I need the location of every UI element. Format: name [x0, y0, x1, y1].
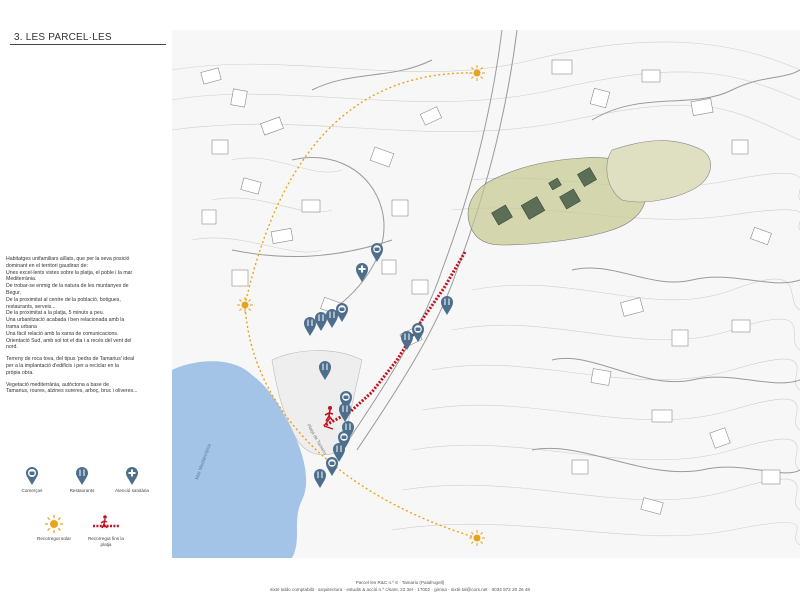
sun-icon — [44, 514, 64, 534]
sun-south — [237, 297, 253, 313]
pin-restaurant — [315, 312, 327, 331]
pin-restaurant — [314, 469, 326, 488]
legend-item-sun-path — [32, 514, 76, 542]
medical-cross-icon — [125, 466, 139, 486]
description-line: restaurants, serveis... — [6, 303, 56, 310]
description-paragraph-1 — [6, 256, 164, 351]
description-line: Tamarius, roures, alzines sureres, arboç, bruc i oliveres... — [6, 388, 138, 395]
description-line: per a la implantació d'edificis i per a reciclar en la — [6, 362, 119, 369]
description-paragraph-2 — [6, 356, 164, 376]
title-divider — [10, 44, 166, 45]
site-map — [172, 30, 800, 558]
pin-shop — [371, 243, 383, 262]
restaurant-icon — [75, 466, 89, 486]
description-line: De la proximitat al centre de la població, botigues, — [6, 296, 121, 303]
legend-label: Comerços — [21, 488, 43, 493]
legend-item-medical — [110, 466, 154, 494]
pin-restaurant — [441, 296, 453, 315]
description-line: pròpia obra. — [6, 369, 34, 376]
sun-east — [469, 65, 485, 81]
footer-line-2: sixtè taldo comptabilit · arquitectura · estudis & acció n.º c/sant, 22 3er · 17002 · girona · sixtè.tal@cors.net · 0034 972 20 26 48 — [270, 587, 530, 592]
pin-shop — [336, 303, 348, 322]
description-line: Begur. — [6, 289, 21, 296]
description-line: Una urbanització acabada i ben relacionada amb la — [6, 317, 125, 324]
pin-shop — [326, 457, 338, 476]
description-line: Vegetació mediterrània, autòctona a base de — [6, 381, 109, 388]
legend-item-shops — [10, 466, 54, 494]
description-line: Orientació Sud, amb sol tot el dia i a recés del vent del — [6, 337, 132, 344]
pin-restaurant — [401, 331, 413, 350]
description — [6, 256, 164, 400]
walking-person-icon — [91, 514, 121, 534]
map-drawing — [172, 30, 800, 558]
pin-restaurant — [304, 317, 316, 336]
description-line: De trobar-se enmig de la natura de les muntanyes de — [6, 283, 129, 290]
footer-line-1: Parcel·les R&C n.º 6 · Tamariu (Palafrugell) — [355, 580, 445, 585]
legend-item-walk-route — [84, 514, 128, 547]
description-line: Habitatges unifamiliars aïllats, que per la seva posició — [6, 256, 130, 262]
legend-label: Recorregut fins la platja — [87, 536, 124, 547]
sun-west — [469, 530, 485, 546]
legend-label: Atenció sanitària — [115, 488, 149, 493]
description-line: Unes excel·lents vistes sobre la platja, el poble i la mar — [6, 269, 133, 276]
pin-restaurant — [326, 309, 338, 328]
sea-label: Mar Mediterrània — [194, 443, 213, 481]
parcel-area-east — [607, 141, 711, 202]
description-line: nord. — [6, 344, 18, 351]
description-line: Mediterrània. — [6, 276, 37, 283]
description-line: Terreny de roca tova, del tipus 'pedra de Tamarius' ideal — [6, 356, 135, 363]
shop-icon — [25, 466, 39, 486]
description-paragraph-3 — [6, 382, 164, 396]
legend-item-restaurants — [60, 466, 104, 494]
legend-label: Restaurants — [69, 488, 95, 493]
description-line: dominant en el territori gaudiran de: — [6, 262, 88, 269]
legend-label: Recorregut solar — [37, 536, 71, 541]
description-line: Una fàcil relació amb la xarxa de comunicacions. — [6, 330, 119, 337]
description-line: trama urbana — [6, 323, 37, 330]
description-line: De la proximitat a la platja, 5 minuts a peu. — [6, 310, 105, 317]
page-title: 3. LES PARCEL·LES — [14, 32, 112, 43]
beach-label: Platja de Tamariu — [306, 423, 328, 456]
pin-medical — [356, 263, 368, 282]
